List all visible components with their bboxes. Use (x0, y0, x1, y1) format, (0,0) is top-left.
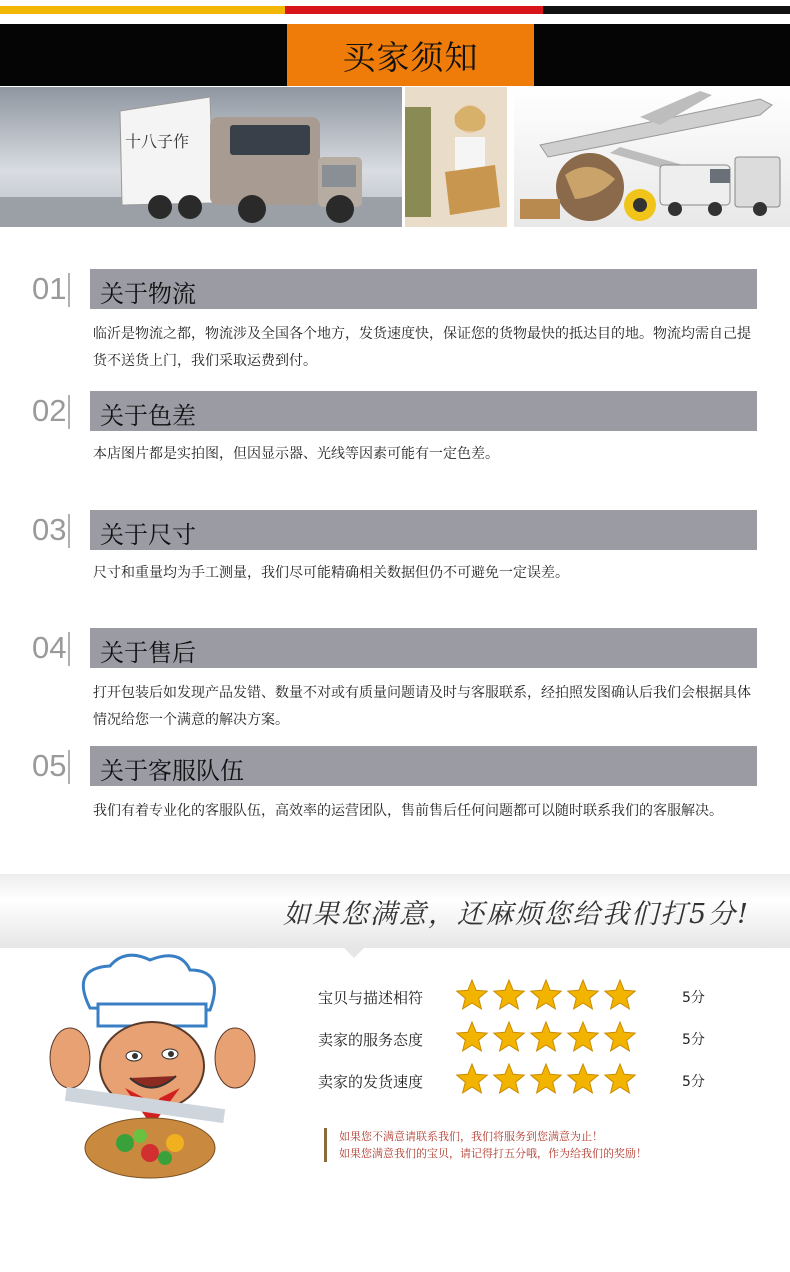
star-icon[interactable] (531, 980, 561, 1009)
section-number: 02 (32, 393, 67, 428)
section-heading-bar (90, 269, 757, 309)
star-icon[interactable] (457, 1064, 487, 1093)
section-heading-bar (90, 391, 757, 431)
title-box (287, 24, 534, 86)
rating-note (324, 1128, 739, 1162)
stripe-red (285, 6, 543, 14)
number-divider (68, 750, 70, 784)
section-number: 05 (32, 748, 67, 783)
chef-illustration (30, 948, 260, 1188)
star-icon[interactable] (531, 1064, 561, 1093)
section-title: 关于物流 (100, 280, 196, 308)
section-title: 关于尺寸 (100, 521, 196, 549)
page-header (0, 24, 790, 86)
star-icon[interactable] (494, 1064, 524, 1093)
rating-score: 5分 (682, 1032, 705, 1048)
page-title: 买家须知 (342, 37, 479, 77)
section-title: 关于售后 (100, 639, 196, 667)
number-divider (68, 395, 70, 429)
section-number: 04 (32, 630, 67, 665)
star-rating[interactable] (456, 1063, 636, 1097)
number-divider (68, 273, 70, 307)
section-text: 我们有着专业化的客服队伍，高效率的运营团队，售前售后任何问题都可以随时联系我们的客服解决。 (93, 803, 723, 819)
rating-request-text: 如果您满意，还麻烦您给我们打5分! (282, 899, 750, 930)
star-icon[interactable] (568, 980, 598, 1009)
star-icon[interactable] (605, 1064, 635, 1093)
package-icon (445, 165, 500, 215)
logistics-banner (0, 87, 790, 239)
rating-score: 5分 (682, 990, 705, 1006)
star-icon[interactable] (494, 1022, 524, 1051)
section-title: 关于客服队伍 (100, 757, 244, 785)
note-line-1: 如果您不满意请联系我们，我们将服务到您满意为止！ (339, 1130, 603, 1143)
rating-row-description (318, 979, 718, 1013)
star-icon[interactable] (531, 1022, 561, 1051)
star-rating[interactable] (456, 979, 636, 1013)
rating-row-service (318, 1021, 718, 1055)
star-icon[interactable] (568, 1064, 598, 1093)
section-number: 01 (32, 271, 67, 306)
section-text: 临沂是物流之都，物流涉及全国各个地方，发货速度快，保证您的货物最快的抵达目的地。物流均需自己提货不送货上门，我们采取运费到付。 (93, 326, 751, 369)
section-number: 03 (32, 512, 67, 547)
truck-logo-text: 十八子作 (125, 132, 190, 151)
banner-illustration (0, 87, 790, 239)
rating-score: 5分 (682, 1074, 705, 1090)
section-text: 本店图片都是实拍图，但因显示器、光线等因素可能有一定色差。 (93, 446, 499, 462)
number-divider (68, 514, 70, 548)
stripe-yellow (0, 6, 285, 14)
section-heading-bar (90, 746, 757, 786)
section-text: 尺寸和重量均为手工测量，我们尽可能精确相关数据但仍不可避免一定误差。 (93, 565, 569, 581)
rating-row-shipping (318, 1063, 718, 1097)
note-line-2: 如果您满意我们的宝贝，请记得打五分哦，作为给我们的奖励！ (339, 1147, 647, 1160)
star-icon[interactable] (568, 1022, 598, 1051)
top-color-stripe (0, 0, 790, 14)
star-icon[interactable] (605, 1022, 635, 1051)
section-heading-bar (90, 510, 757, 550)
rating-request-banner (0, 874, 790, 948)
section-text: 打开包装后如发现产品发错、数量不对或有质量问题请及时与客服联系，经拍照发图确认后我们会根据具体情况给您一个满意的解决方案。 (93, 685, 751, 728)
rating-label: 宝贝与描述相符 (318, 989, 424, 1007)
rating-label: 卖家的服务态度 (318, 1031, 424, 1049)
van-icon (660, 157, 780, 216)
section-title: 关于色差 (100, 402, 196, 430)
stripe-black (543, 6, 790, 14)
star-icon[interactable] (457, 1022, 487, 1051)
star-icon[interactable] (457, 980, 487, 1009)
star-rating[interactable] (456, 1021, 636, 1055)
star-icon[interactable] (494, 980, 524, 1009)
rating-label: 卖家的发货速度 (318, 1073, 424, 1091)
banner-notch (344, 948, 364, 958)
number-divider (68, 632, 70, 666)
section-heading-bar (90, 628, 757, 668)
star-icon[interactable] (605, 980, 635, 1009)
